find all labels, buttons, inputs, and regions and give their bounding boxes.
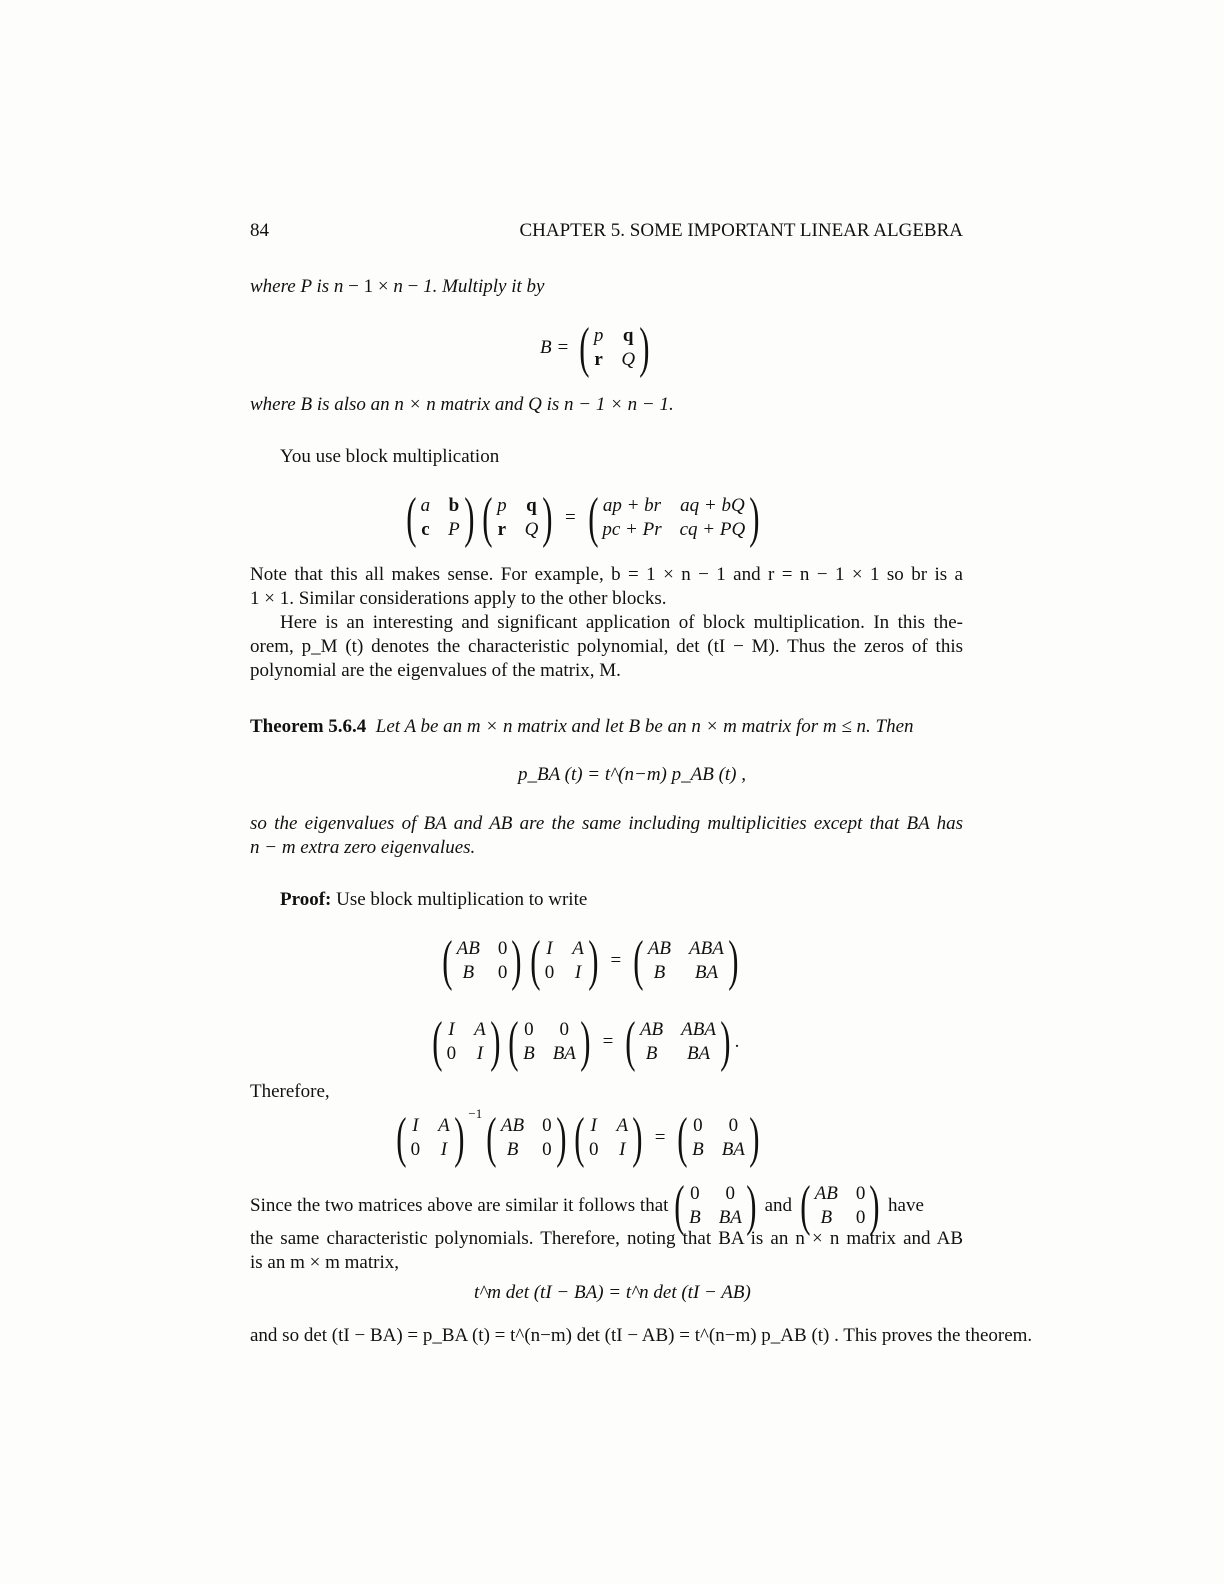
running-title: CHAPTER 5. SOME IMPORTANT LINEAR ALGEBRA: [519, 220, 963, 241]
theorem-formula: p_BA (t) = t^(n−m) p_AB (t) ,: [518, 764, 747, 785]
proof-equation-3: ( I A 0 I ) −1 ( AB 0 B 0 ) ( I A 0 I ) = ( 0 0 B BA ): [396, 1106, 760, 1169]
matrix-b-equation: B = ( p q r Q ): [540, 317, 650, 379]
final-line: and so det (tI − BA) = p_BA (t) = t^(n−m) det (tI − AB) = t^(n−m) p_AB (t) . This proves the theorem.: [250, 1325, 1033, 1346]
page-number: 84: [250, 220, 269, 241]
text-where-b: where B is also an n × n matrix and Q is n − 1 × n − 1.: [250, 394, 674, 415]
theorem-heading: Theorem 5.6.4 Let A be an m × n matrix and let B be an n × m matrix for m ≤ n. Then: [250, 716, 914, 737]
proof-equation-2: ( I A 0 I ) ( 0 0 B BA ) = ( AB ABA B BA ) .: [432, 1011, 740, 1073]
theorem-conclusion: so the eigenvalues of BA and AB are the same including multiplicities except that BA has n − m extra zero eigenvalues.: [250, 813, 963, 858]
block-mult-equation: ( a b c P ) ( p q r Q ) = ( ap + br aq + bQ pc + Pr cq + PQ ): [406, 487, 760, 549]
proof-intro: Proof: Use block multiplication to write: [280, 889, 588, 910]
proof-equation-1: ( AB 0 B 0 ) ( I A 0 I ) = ( AB ABA B BA ): [442, 930, 739, 992]
text-where-p: where P is n − 1 × n − 1. Multiply it by: [250, 276, 545, 297]
text-block-mult: You use block multiplication: [280, 446, 500, 467]
since-similar-line: Since the two matrices above are similar it follows that ( 0 0 B BA ) and ( AB 0 B 0 ) have: [250, 1175, 924, 1237]
text-therefore: Therefore,: [250, 1081, 330, 1102]
char-poly-paragraph: the same characteristic polynomials. Therefore, noting that BA is an n × n matrix and AB is an m × m matrix,: [250, 1228, 963, 1273]
det-equation: t^m det (tI − BA) = t^n det (tI − AB): [474, 1282, 751, 1303]
note-paragraph: Note that this all makes sense. For example, b = 1 × n − 1 and r = n − 1 × 1 so br is a 1 × 1. Similar considerations apply to the other blocks. Here is an interesting and significant application of block multiplication. In this the- orem, p_M (t) denotes the characteristic polynomial, det (tI − M). Thus the zeros of this polynomial are the eigenvalues of the matrix, M.: [250, 564, 963, 681]
